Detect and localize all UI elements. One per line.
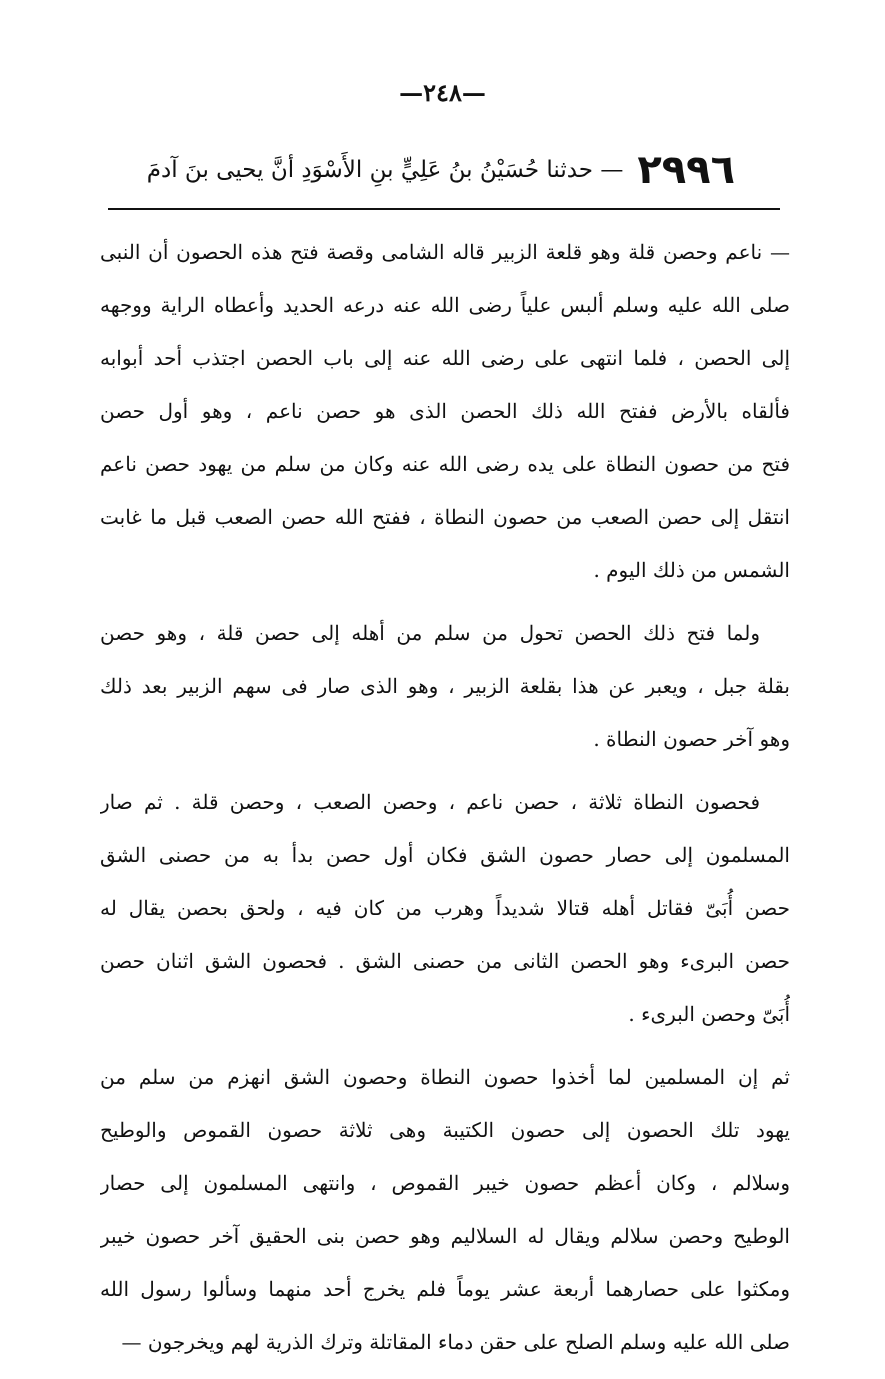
text-line: فألقاه بالأرض ففتح الله ذلك الحصن الذى هو حصن ناعم ، وهو أول حصن: [100, 399, 790, 423]
hadith-number: ٢٩٩٦: [637, 147, 735, 193]
text-line: فتح من حصون النطاة على يده رضى الله عنه وكان من سلم من يهود حصن ناعم: [100, 452, 790, 476]
text-line: انتقل إلى حصن الصعب من حصون النطاة ، ففتح الله حصن الصعب قبل ما غابت: [100, 505, 790, 529]
text-line: وهو آخر حصون النطاة .: [593, 727, 790, 751]
text-line: ولما فتح ذلك الحصن تحول من سلم من أهله إلى حصن قلة ، وهو حصن: [100, 621, 760, 645]
text-line: وسلالم ، وكان أعظم حصون خيبر القموص ، وانتهى المسلمون إلى حصار: [100, 1171, 790, 1195]
text-line: — ناعم وحصن قلة وهو قلعة الزبير قاله الشامى وقصة فتح هذه الحصون أن النبى: [100, 240, 790, 264]
text-line: أُبَىّ وحصن البرىء .: [628, 1002, 790, 1026]
text-line: المسلمون إلى حصار حصون الشق فكان أول حصن بدأ به من حصنى الشق: [100, 843, 790, 867]
hadith-header: [135, 140, 735, 200]
text-line: الوطيح وحصن سلالم ويقال له السلاليم وهو حصن بنى الحقيق آخر حصون خيبر: [100, 1224, 790, 1248]
paragraph-4: [100, 1051, 790, 1369]
paragraph-2: [100, 607, 790, 766]
text-line: حصن أُبَىّ فقاتل أهله قتالا شديداً وهرب من كان فيه ، ولحق بحصن يقال له: [100, 896, 790, 920]
paragraph-3: [100, 776, 790, 1041]
footnote-divider: [108, 208, 780, 210]
text-line: ثم إن المسلمين لما أخذوا حصون النطاة وحصون الشق انهزم من سلم من: [100, 1065, 790, 1089]
text-line: صلى الله عليه وسلم ألبس علياً رضى الله عنه درعه الحديد وأعطاه الراية ووجهه: [100, 293, 790, 317]
text-line: يهود تلك الحصون إلى حصون الكتيبة وهى ثلاثة حصون القموص والوطيح: [100, 1118, 790, 1142]
text-line: حصن البرىء وهو الحصن الثانى من حصنى الشق . فحصون الشق اثنان حصن: [100, 949, 790, 973]
text-line: صلى الله عليه وسلم الصلح على حقن دماء المقاتلة وترك الذرية لهم ويخرجون —: [121, 1330, 790, 1354]
text-line: ومكثوا على حصارهما أربعة عشر يوماً فلم يخرج أحد منهما وسألوا رسول الله: [100, 1277, 790, 1301]
paragraph-1: [100, 226, 790, 597]
text-line: فحصون النطاة ثلاثة ، حصن ناعم ، وحصن الصعب ، وحصن قلة . ثم صار: [100, 790, 760, 814]
commentary-text: [100, 226, 790, 1379]
text-line: بقلة جبل ، ويعبر عن هذا بقلعة الزبير ، وهو الذى صار فى سهم الزبير بعد ذلك: [100, 674, 790, 698]
text-line: الشمس من ذلك اليوم .: [593, 558, 790, 582]
hadith-chain-text: — حدثنا حُسَيْنُ بنُ عَلِيٍّ بنِ الأَسْوَدِ أنَّ يحيى بنَ آدمَ: [146, 157, 624, 183]
page-number: —٢٤٨—: [399, 78, 486, 107]
text-line: إلى الحصن ، فلما انتهى على رضى الله عنه إلى باب الحصن اجتذب أحد أبوابه: [100, 346, 790, 370]
